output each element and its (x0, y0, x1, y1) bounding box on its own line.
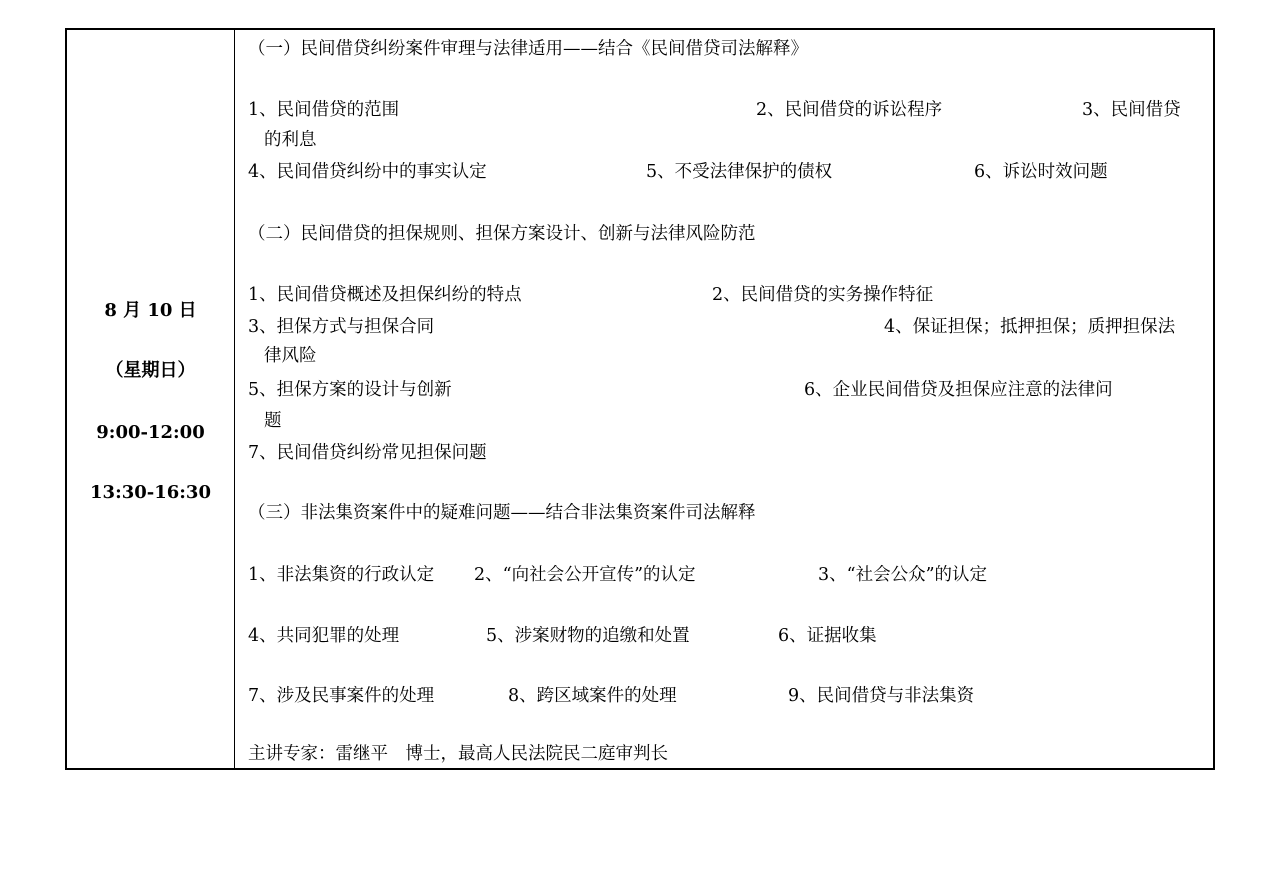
list-item: 3、民间借贷 (1082, 100, 1181, 120)
list-item: 6、企业民间借贷及担保应注意的法律问 (804, 380, 1113, 400)
list-item: 2、民间借贷的诉讼程序 (756, 100, 943, 120)
list-item: 7、涉及民事案件的处理 (248, 686, 435, 706)
list-item: 3、“社会公众”的认定 (818, 565, 988, 585)
list-item: 的利息 (264, 130, 317, 150)
list-item: 7、民间借贷纠纷常见担保问题 (248, 443, 487, 463)
list-item: 4、保证担保；抵押担保；质押担保法 (884, 317, 1176, 337)
list-item: 1、非法集资的行政认定 (248, 565, 435, 585)
list-item: 2、“向社会公开宣传”的认定 (474, 565, 696, 585)
list-item: 4、民间借贷纠纷中的事实认定 (248, 162, 487, 182)
list-item: 4、共同犯罪的处理 (248, 626, 400, 646)
session-time-morning: 9:00-12:00 (96, 422, 205, 443)
session-time-afternoon: 13:30-16:30 (90, 482, 211, 503)
list-item: 题 (264, 411, 282, 431)
list-item: 5、涉案财物的追缴和处置 (486, 626, 690, 646)
list-item: 5、不受法律保护的债权 (646, 162, 833, 182)
list-item: 5、担保方案的设计与创新 (248, 380, 452, 400)
section-title: （三）非法集资案件中的疑难问题——结合非法集资案件司法解释 (248, 503, 756, 523)
content-cell (67, 30, 1217, 768)
list-item: 1、民间借贷概述及担保纠纷的特点 (248, 285, 522, 305)
session-date: 8 月 10 日 (104, 300, 197, 321)
list-item: 1、民间借贷的范围 (248, 100, 400, 120)
speaker-line: 主讲专家：雷继平 博士，最高人民法院民二庭审判长 (248, 744, 668, 764)
list-item: 3、担保方式与担保合同 (248, 317, 435, 337)
list-item: 2、民间借贷的实务操作特征 (712, 285, 934, 305)
section-title: （一）民间借贷纠纷案件审理与法律适用——结合《民间借贷司法解释》 (248, 39, 808, 59)
schedule-table (65, 28, 1215, 770)
section-title: （二）民间借贷的担保规则、担保方案设计、创新与法律风险防范 (248, 224, 756, 244)
list-item: 6、证据收集 (778, 626, 877, 646)
list-item: 律风险 (264, 346, 317, 366)
list-item: 8、跨区域案件的处理 (508, 686, 677, 706)
list-item: 9、民间借贷与非法集资 (788, 686, 975, 706)
list-item: 6、诉讼时效问题 (974, 162, 1108, 182)
session-weekday: （星期日） (105, 360, 196, 381)
